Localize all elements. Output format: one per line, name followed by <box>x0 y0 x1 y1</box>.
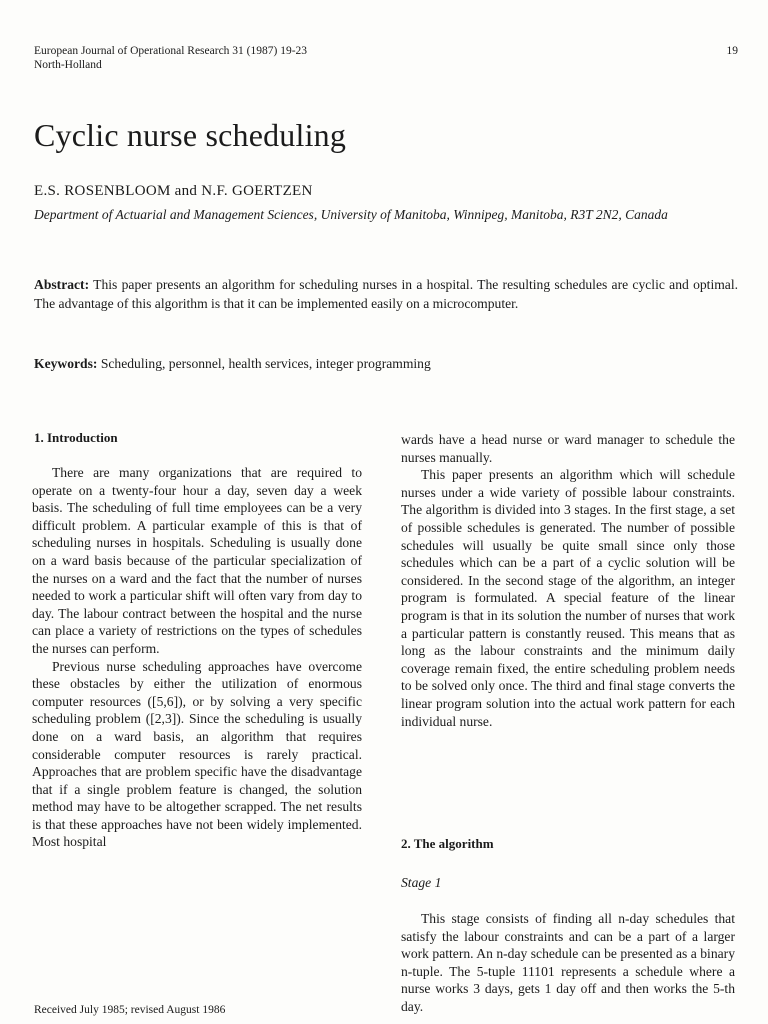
keywords <box>34 354 738 373</box>
authors: E.S. ROSENBLOOM and N.F. GOERTZEN <box>34 183 313 199</box>
page-number: 19 <box>726 45 738 57</box>
right-column-bottom <box>401 910 735 1016</box>
intro-paragraph-2-continued: wards have a head nurse or ward manager to schedule the nurses manually. <box>401 432 735 465</box>
journal-line-1: European Journal of Operational Research 31 (1987) 19-23 <box>34 45 308 57</box>
abstract-label: Abstract: <box>34 277 90 292</box>
right-column-top <box>401 431 735 730</box>
abstract <box>34 275 738 313</box>
keywords-label: Keywords: <box>34 356 98 371</box>
received-footnote: Received July 1985; revised August 1986 <box>34 1004 226 1016</box>
journal-citation <box>34 44 307 72</box>
intro-paragraph-2: Previous nurse scheduling approaches have overcome these obstacles by either the utilization of enormous computer resources ([5,6]), or by solving a very specific scheduling problem ([2,3]). Since the scheduling is usually done on a ward basis, an algorithm that requires considerable computer resources is rarely practical. Approaches that are problem specific have the disadvantage that if a single problem feature is changed, the solution method may have to be altogether scrapped. The net results is that these approaches have not been widely implemented. Most hospital <box>32 658 362 850</box>
journal-line-2: North-Holland <box>34 59 102 71</box>
intro-paragraph-3: This paper presents an algorithm which will schedule nurses under a wide variety of possible labour constraints. The algorithm is divided into 3 stages. In the first stage, a set of possible schedules is generated. The number of possible schedules will usually be quite small since only those schedules which can be a part of a cyclic solution will be considered. In the second stage of the algorithm, an integer program is formulated. A special feature of the linear program is that in its solution the number of nurses that work a particular pattern is constantly reused. This means that as long as the labour constraints and the minimum daily coverage remain fixed, the entire scheduling problem needs to be solved only once. The third and final stage converts the linear program solution into the actual work pattern for each individual nurse. <box>401 467 735 729</box>
abstract-text: This paper presents an algorithm for scheduling nurses in a hospital. The resulting schedules are cyclic and optimal. The advantage of this algorithm is that it can be implemented easily on a microcomputer. <box>34 277 738 311</box>
stage1-paragraph: This stage consists of finding all n-day schedules that satisfy the labour constraints and can be a part of a larger work pattern. An n-day schedule can be presented as a binary n-tuple. The 5-tuple 11101 represents a schedule where a nurse works 3 days, gets 1 day off and then works the 5-th day. <box>401 911 735 1014</box>
paper-title: Cyclic nurse scheduling <box>34 117 347 153</box>
left-column <box>32 464 362 851</box>
keywords-text: Scheduling, personnel, health services, integer programming <box>97 356 431 371</box>
subsection-heading-stage-1: Stage 1 <box>401 875 442 890</box>
section-heading-algorithm: 2. The algorithm <box>401 836 494 851</box>
section-heading-introduction: 1. Introduction <box>34 430 118 445</box>
affiliation: Department of Actuarial and Management Sciences, University of Manitoba, Winnipeg, Manitoba, R3T 2N2, Canada <box>34 207 668 222</box>
intro-paragraph-1: There are many organizations that are required to operate on a twenty-four hour a day, seven day a week basis. The scheduling of full time employees can be a very difficult problem. A particular example of this is that of scheduling nurses in hospitals. Scheduling is usually done on a ward basis because of the particular specialization of the nurses on a ward and the fact that the number of nurses needed to work a particular shift will often vary from day to day. The labour contract between the hospital and the nurse can place a variety of restrictions on the types of schedules the nurses can perform. <box>32 465 362 656</box>
